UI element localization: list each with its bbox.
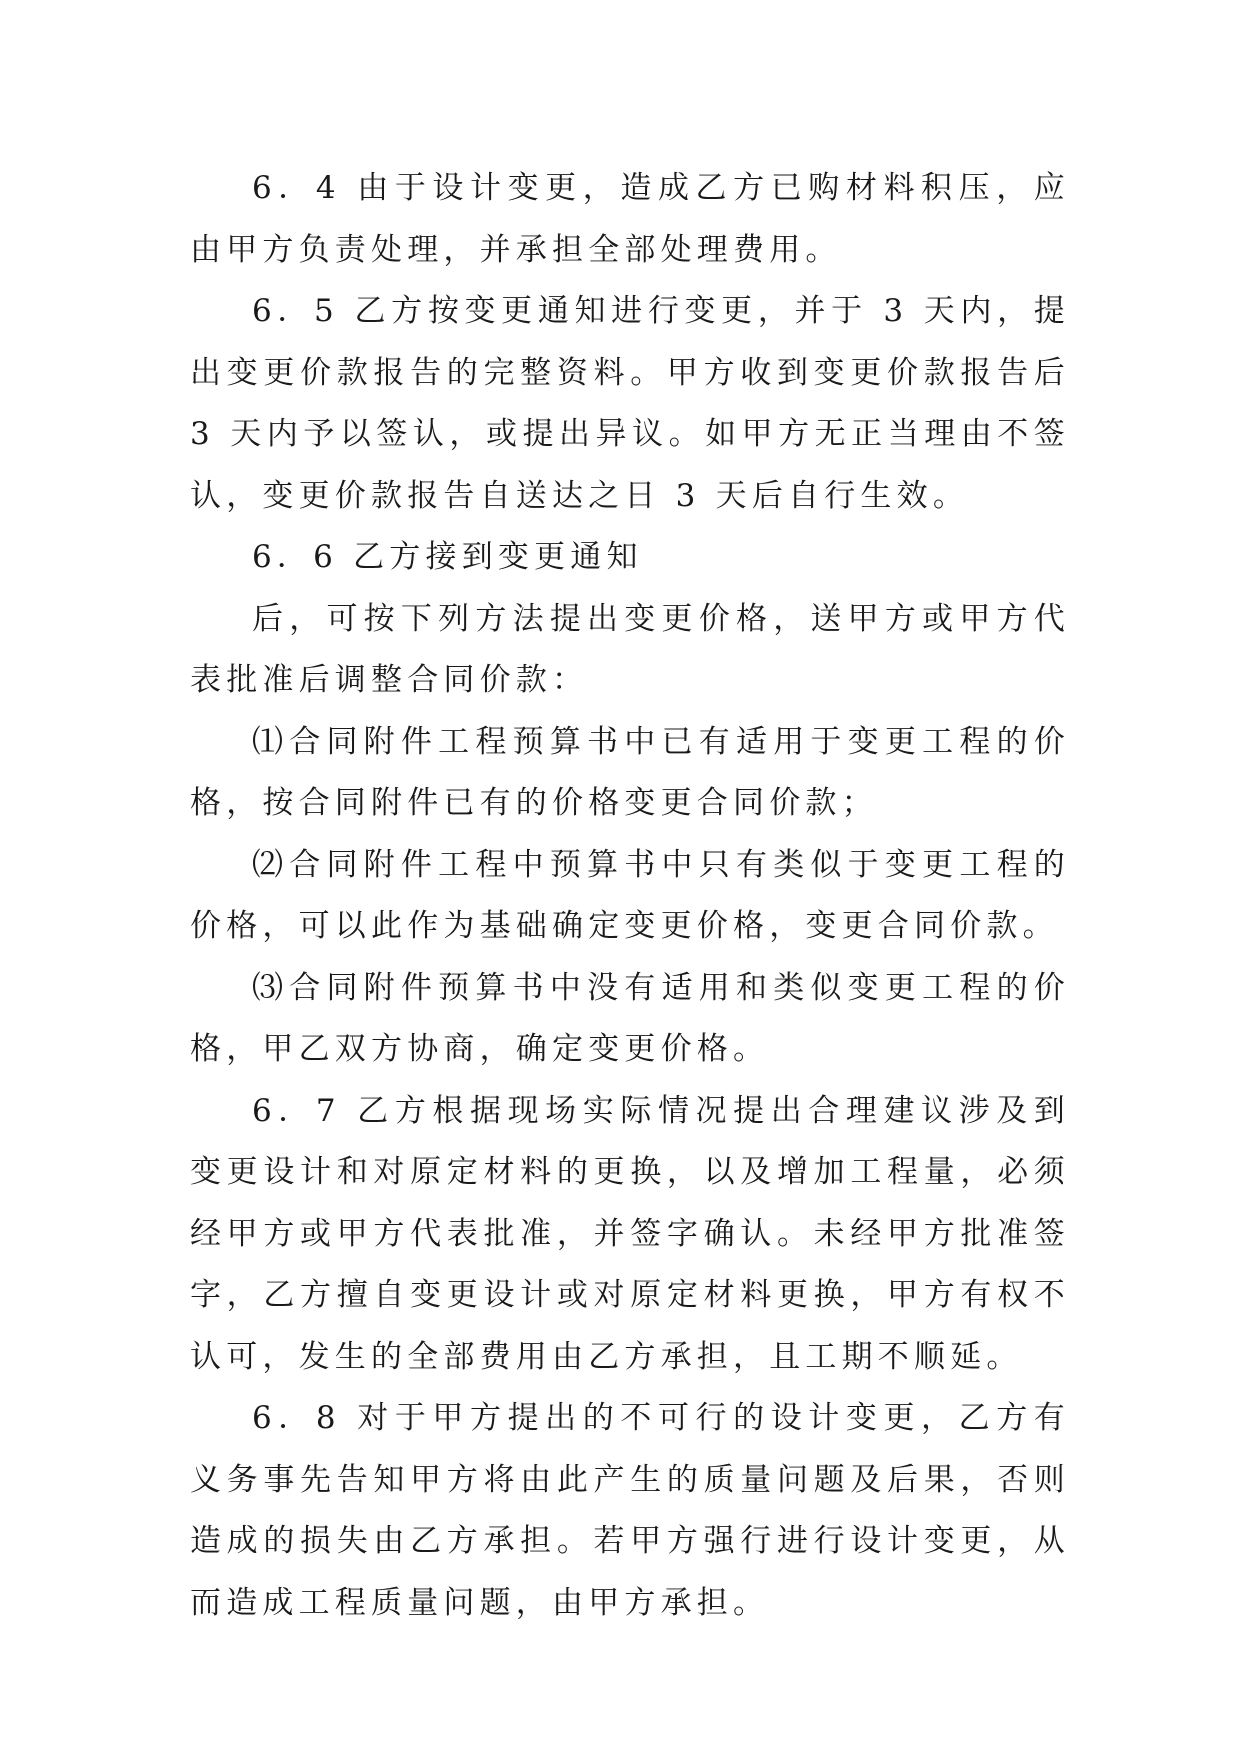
document-body <box>190 158 1070 1634</box>
paragraph-6-4: 6．4 由于设计变更，造成乙方已购材料积压，应由甲方负责处理，并承担全部处理费用。 <box>190 170 1070 268</box>
list-item-3: ⑶合同附件预算书中没有适用和类似变更工程的价格，甲乙双方协商，确定变更价格。 <box>190 969 1070 1067</box>
paragraph-6-8: 6．8 对于甲方提出的不可行的设计变更，乙方有义务事先告知甲方将由此产生的质量问题及后果，否则造成的损失由乙方承担。若甲方强行进行设计变更，从而造成工程质量问题，由甲方承担。 <box>190 1400 1070 1621</box>
paragraph-6-6: 6．6 乙方接到变更通知 <box>252 539 643 575</box>
paragraph-6-6-continued: 后，可按下列方法提出变更价格，送甲方或甲方代表批准后调整合同价款： <box>190 600 1070 698</box>
list-item-1: ⑴合同附件工程预算书中已有适用于变更工程的价格，按合同附件已有的价格变更合同价款； <box>190 723 1070 821</box>
paragraph-6-7: 6．7 乙方根据现场实际情况提出合理建议涉及到变更设计和对原定材料的更换，以及增加工程量，必须经甲方或甲方代表批准，并签字确认。未经甲方批准签字，乙方擅自变更设计或对原定材料更换，甲方有权不认可，发生的全部费用由乙方承担，且工期不顺延。 <box>190 1092 1070 1375</box>
list-item-2: ⑵合同附件工程中预算书中只有类似于变更工程的价格，可以此作为基础确定变更价格，变更合同价款。 <box>190 846 1070 944</box>
paragraph-6-5: 6．5 乙方按变更通知进行变更，并于 3 天内，提出变更价款报告的完整资料。甲方收到变更价款报告后 3 天内予以签认，或提出异议。如甲方无正当理由不签认，变更价款报告自送达之日 3 天后自行生效。 <box>190 293 1070 514</box>
